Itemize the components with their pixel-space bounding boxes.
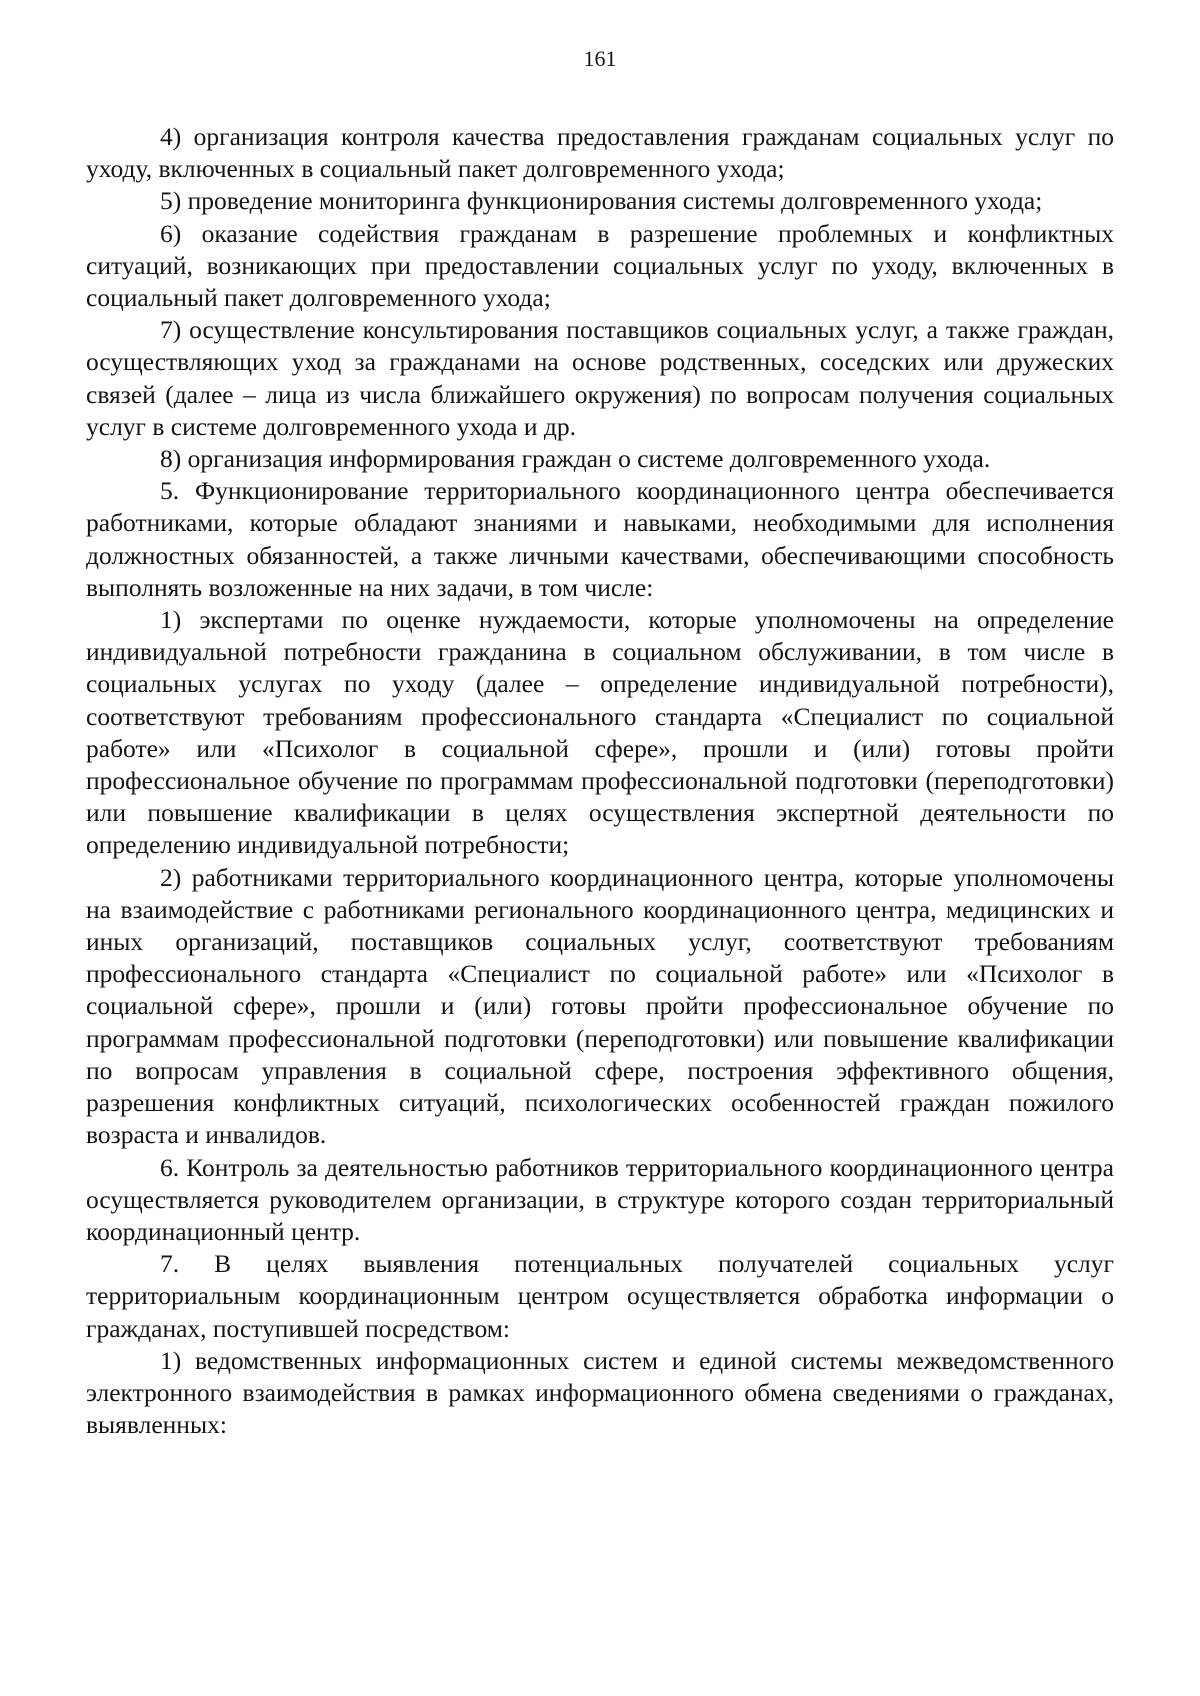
paragraph-section-5-staffing: 5. Функционирование территориального координационного центра обеспечивается работниками, которые обладают знаниями и навыками, необходимыми для исполнения должностных обязанностей, а также личными качествами, обеспечивающими способность выполнять возложенные на них задачи, в том числе: <box>86 476 1114 602</box>
paragraph-section-5-item-1-experts: 1) экспертами по оценке нуждаемости, которые уполномочены на определение индивидуальной потребности гражданина в социальном обслуживании, в том числе в социальных услугах по уходу (далее – определение индивидуальной потребности), соответствуют требованиям профессионального стандарта «Специалист по социальной работе» или «Психолог в социальной сфере», прошли и (или) готовы пройти профессиональное обучение по программам профессиональной подготовки (переподготовки) или повышение квалификации в целях осуществления экспертной деятельности по определению индивидуальной потребности; <box>86 605 1114 860</box>
paragraph-section-6-control: 6. Контроль за деятельностью работников территориального координационного центра осуществляется руководителем организации, в структуре которого создан территориальный координационный центр. <box>86 1152 1114 1246</box>
paragraph-item-4-quality-control: 4) организация контроля качества предоставления гражданам социальных услуг по уходу, включенных в социальный пакет долговременного ухода; <box>86 122 1114 184</box>
paragraph-section-7-identification: 7. В целях выявления потенциальных получателей социальных услуг территориальным координационным центром осуществляется обработка информации о гражданах, поступившей посредством: <box>86 1249 1114 1343</box>
paragraph-item-5-monitoring: 5) проведение мониторинга функционирования системы долговременного ухода; <box>160 186 1043 216</box>
paragraph-item-8-informing: 8) организация информирования граждан о системе долговременного ухода. <box>160 444 991 474</box>
document-body <box>86 121 1114 1441</box>
paragraph-item-6-conflict-assistance: 6) оказание содействия гражданам в разрешение проблемных и конфликтных ситуаций, возникающих при предоставлении социальных услуг по уходу, включенных в социальный пакет долговременного ухода; <box>86 218 1114 313</box>
paragraph-section-7-item-1-systems: 1) ведомственных информационных систем и единой системы межведомственного электронного взаимодействия в рамках информационного обмена сведениями о гражданах, выявленных: <box>86 1345 1114 1440</box>
page-number: 161 <box>583 46 617 71</box>
paragraph-section-5-item-2-workers: 2) работниками территориального координационного центра, которые уполномочены на взаимодействие с работниками регионального координационного центра, медицинских и иных организаций, поставщиков социальных услуг, соответствуют требованиям профессионального стандарта «Специалист по социальной работе» или «Психолог в социальной сфере», прошли и (или) готовы пройти профессиональное обучение по программам профессиональной подготовки (переподготовки) или повышение квалификации по вопросам управления в социальной сфере, построения эффективного общения, разрешения конфликтных ситуаций, психологических особенностей граждан пожилого возраста и инвалидов. <box>86 862 1114 1150</box>
paragraph-item-7-consulting: 7) осуществление консультирования поставщиков социальных услуг, а также граждан, осуществляющих уход за гражданами на основе родственных, соседских или дружеских связей (далее – лица из числа ближайшего окружения) по вопросам получения социальных услуг в системе долговременного ухода и др. <box>86 315 1114 441</box>
